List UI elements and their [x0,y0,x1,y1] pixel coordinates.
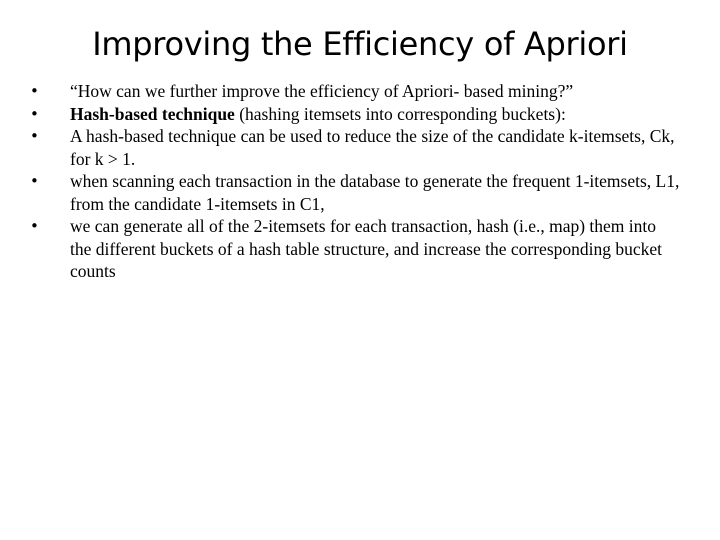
bullet-text: A hash-based technique can be used to reduce the size of the candidate k-itemsets, Ck, for k > 1. [70,126,675,169]
bullet-item [0,215,700,283]
bullet-marker: • [30,127,39,145]
bullet-list [0,80,700,283]
bullet-term: Hash-based technique [70,103,235,124]
bullet-item [0,80,700,103]
bullet-marker: • [30,104,39,123]
bullet-item [0,125,700,170]
bullet-text: (hashing itemsets into corresponding buckets): [234,103,566,124]
bullet-text: “How can we further improve the efficiency of Apriori- based mining?” [70,81,574,101]
bullet-marker: • [30,82,39,100]
slide-title: Improving the Efficiency of Apriori [92,25,628,63]
bullet-item [0,170,700,215]
bullet-text: we can generate all of the 2-itemsets for each transaction, hash (i.e., map) them into the different buckets of a hash table structure, and increase the corresponding bucket counts [70,216,663,281]
bullet-text: when scanning each transaction in the database to generate the frequent 1-itemsets, L1, from the candidate 1-itemsets in C1, [70,171,680,214]
bullet-marker: • [30,217,39,235]
bullet-marker: • [30,172,39,190]
bullet-item [0,103,700,126]
